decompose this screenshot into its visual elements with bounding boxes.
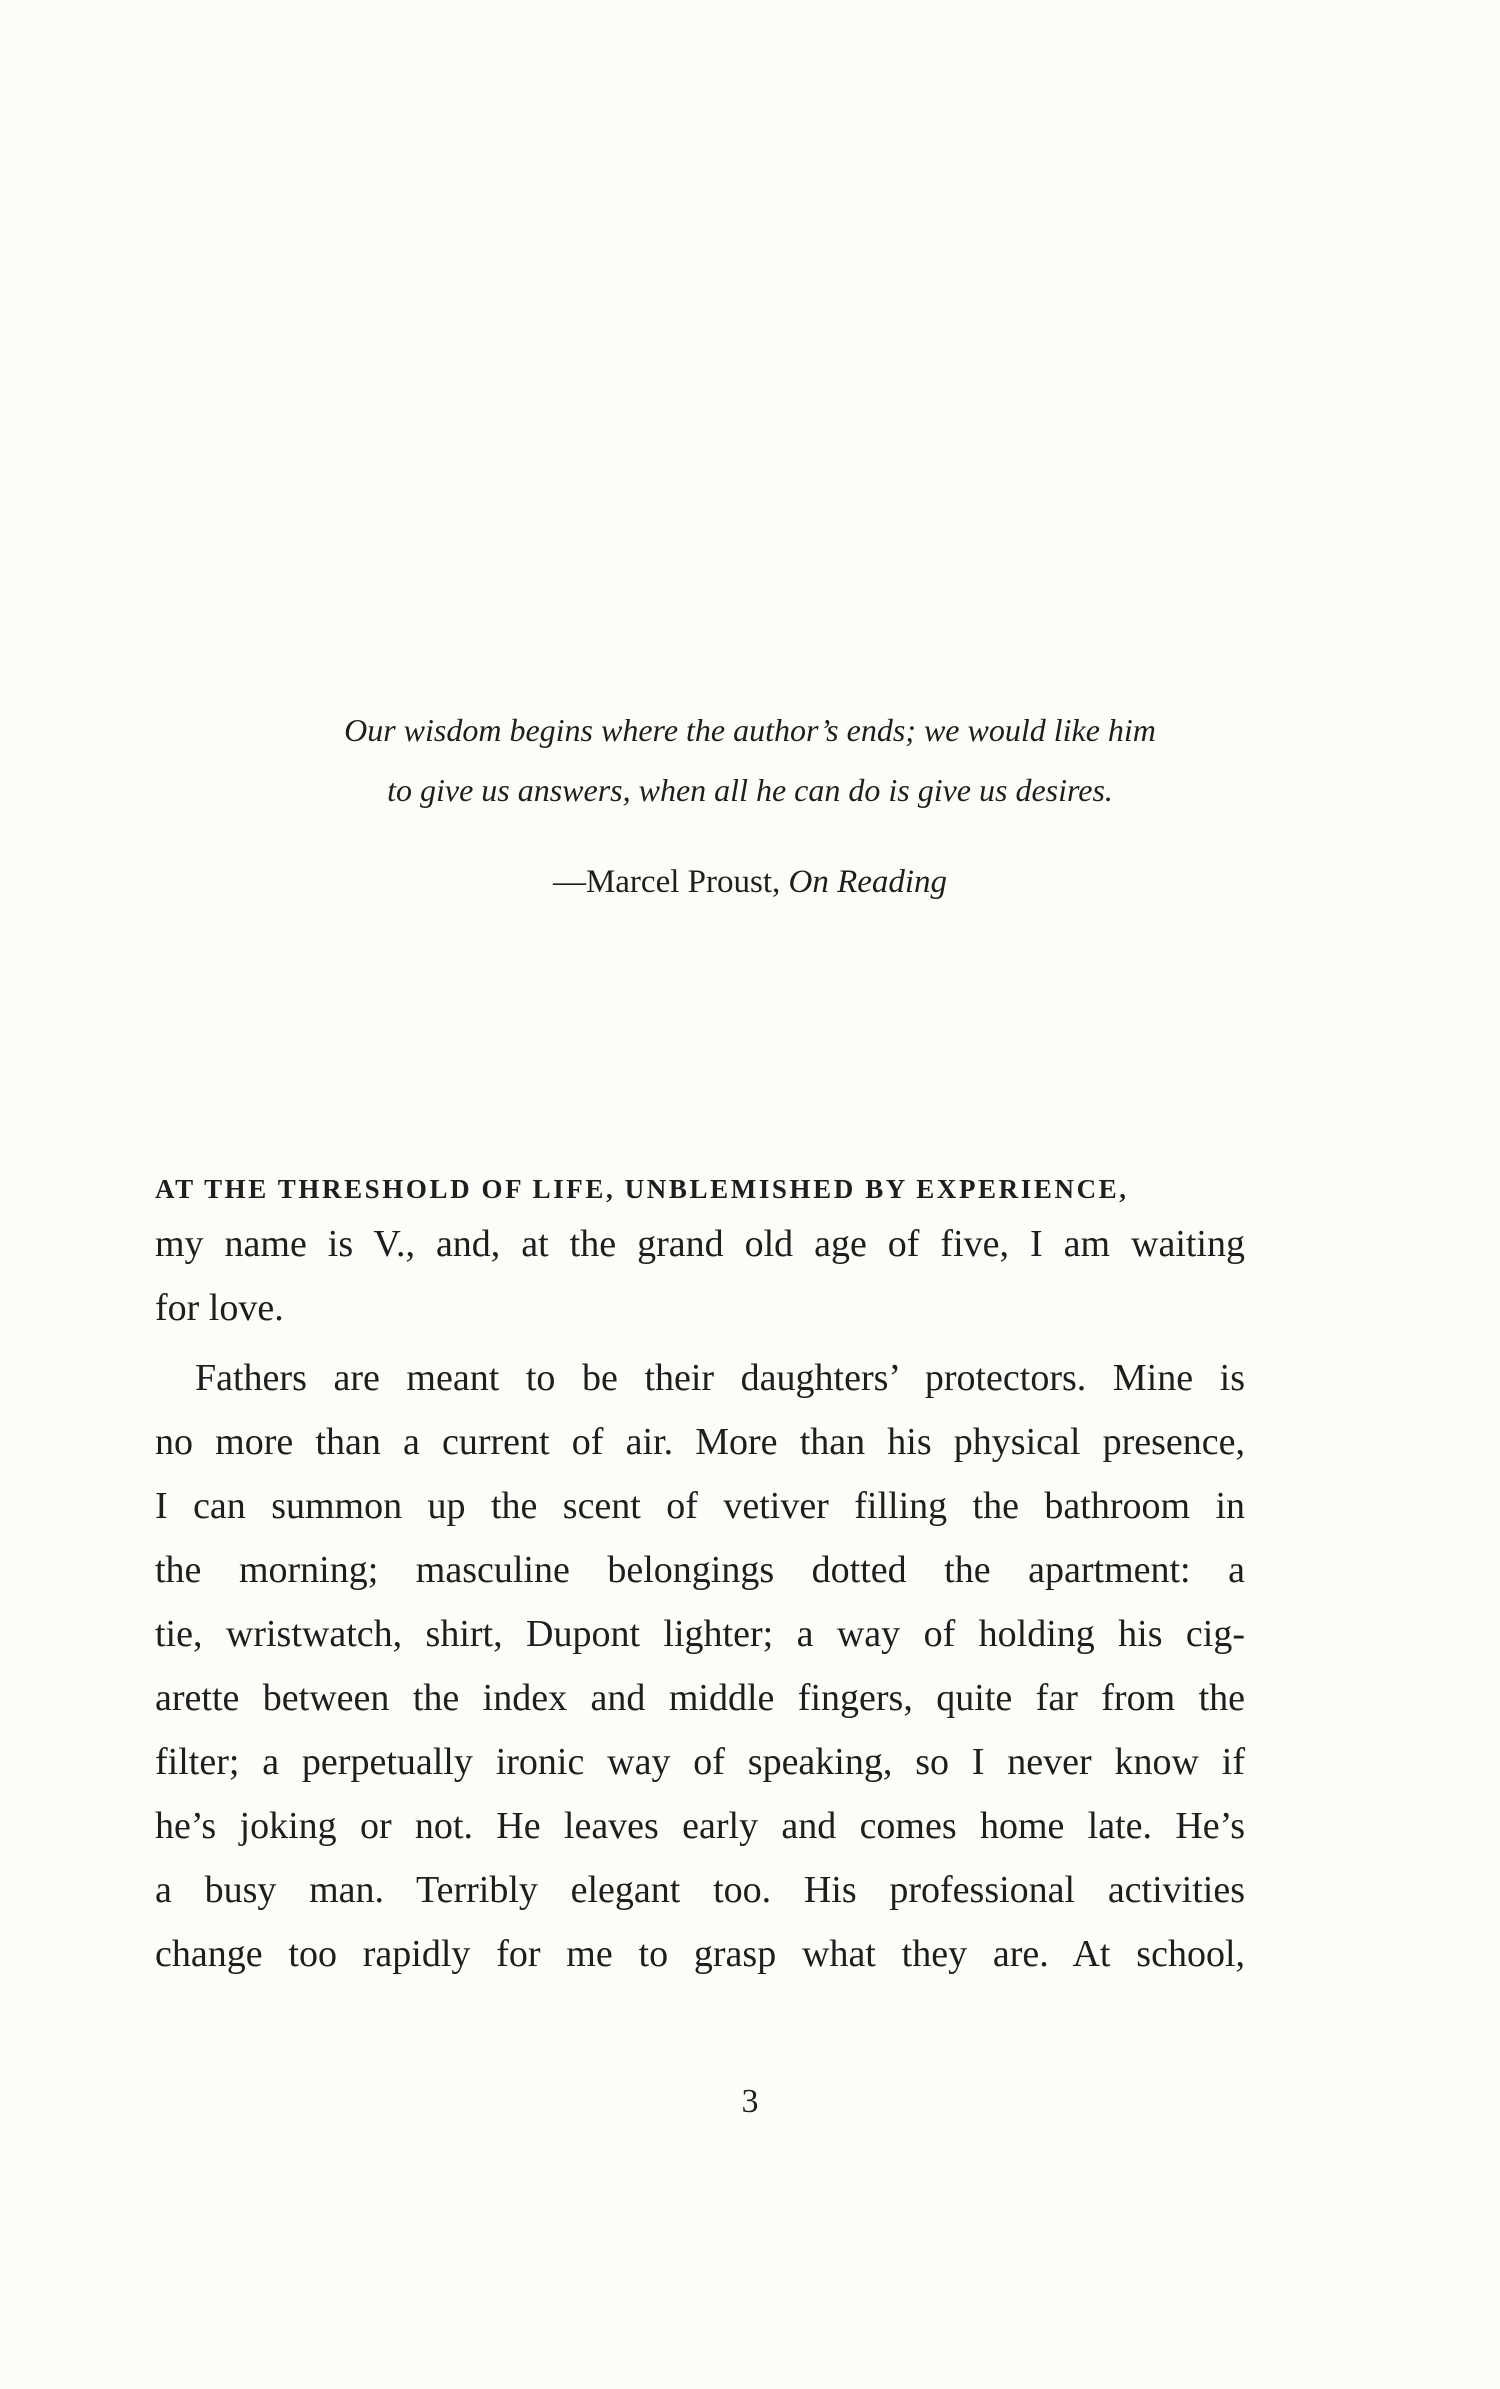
paragraph-2-line-3: I can summon up the scent of vetiver filling the bathroom in [155,1485,1245,1527]
epigraph-line-1: Our wisdom begins where the author’s ends; we would like him [344,712,1156,748]
paragraph-2-line-6: arette between the index and middle fingers, quite far from the [155,1677,1245,1719]
paragraph-2-line-9: a busy man. Terribly elegant too. His professional activities [155,1869,1245,1911]
epigraph [150,700,1350,912]
chapter-body [155,1166,1245,1986]
attribution-work-title: On Reading [788,864,948,900]
paragraph-2-line-8: he’s joking or not. He leaves early and comes home late. He’s [155,1805,1245,1847]
attribution-author: —Marcel Proust, [552,864,789,900]
paragraph-2-line-5: tie, wristwatch, shirt, Dupont lighter; a way of holding his cig- [155,1613,1245,1655]
paragraph-2-line-4: the morning; masculine belongings dotted the apartment: a [155,1549,1245,1591]
chapter-opening-small-caps: AT THE THRESHOLD OF LIFE, UNBLEMISHED BY EXPERIENCE, [155,1174,1129,1204]
paragraph-1-line-1: my name is V., and, at the grand old age of five, I am waiting [155,1223,1245,1265]
paragraph-1-line-2: for love. [155,1287,284,1329]
paragraph-2-line-2: no more than a current of air. More than his physical presence, [155,1421,1245,1463]
epigraph-attribution [150,852,1350,912]
page-number: 3 [741,2083,759,2120]
paragraph-2-line-7: filter; a perpetually ironic way of speaking, so I never know if [155,1741,1245,1783]
epigraph-line-2: to give us answers, when all he can do is give us desires. [387,772,1113,808]
paragraph-2-line-1: Fathers are meant to be their daughters’ protectors. Mine is [195,1357,1245,1399]
paragraph-2-line-10: change too rapidly for me to grasp what they are. At school, [155,1933,1245,1975]
